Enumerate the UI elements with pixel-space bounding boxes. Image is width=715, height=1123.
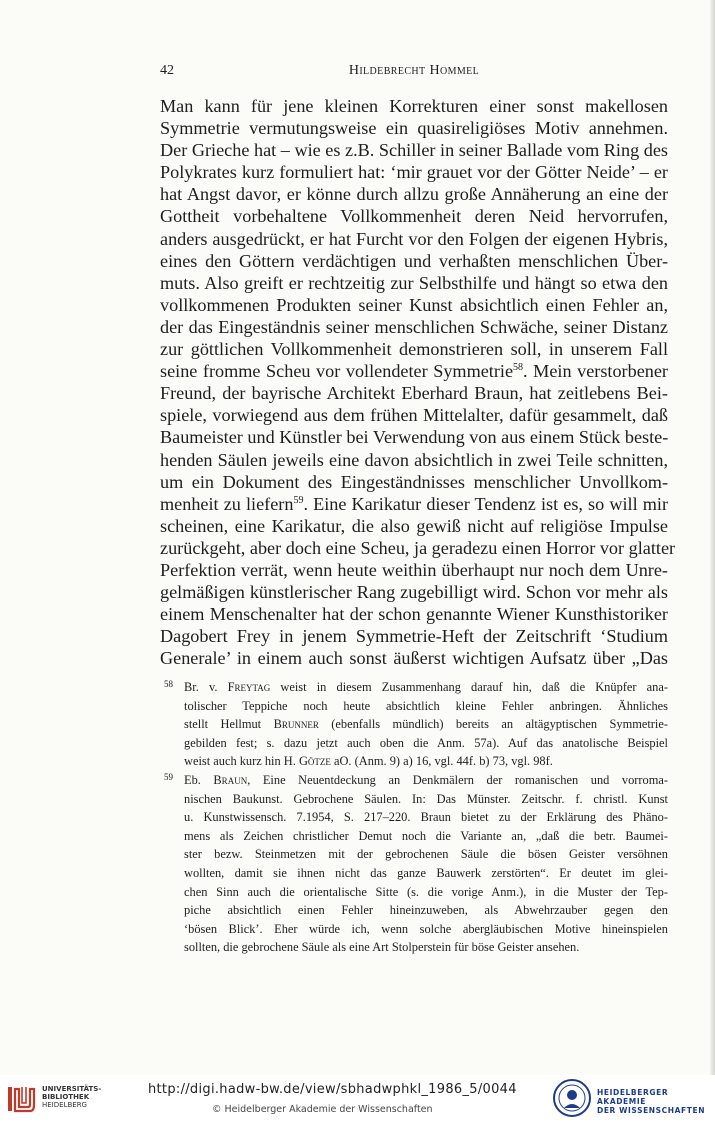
author-name: Braun bbox=[213, 772, 248, 787]
running-head: Hildebrecht Hommel bbox=[348, 63, 480, 78]
academy-name-line: DER WISSENSCHAFTEN bbox=[597, 1106, 706, 1115]
text-line: zur göttlichen Vollkommenheit demonstrieren soll, in unserem Fall bbox=[160, 339, 668, 360]
library-name-line: BIBLIOTHEK bbox=[42, 1093, 90, 1101]
text-line: einem Menschenalter hat der schon genannte Wiener Kunsthistoriker bbox=[160, 604, 668, 625]
footnote-line bbox=[160, 771, 668, 790]
footnote-58 bbox=[160, 678, 668, 771]
footnote-line bbox=[160, 678, 668, 697]
footnote-line: wollten, damit sie ihnen nicht das ganze Bauwerk zerstörten“. Er deutet im glei- bbox=[184, 865, 668, 880]
author-name: Brunner bbox=[273, 717, 319, 732]
library-name-line: HEIDELBERG bbox=[42, 1101, 87, 1109]
university-library-logo-icon[interactable] bbox=[6, 1083, 38, 1115]
text-line: Generale’ in einem auch sonst äußerst wichtigen Aufsatz über „Das bbox=[160, 648, 668, 669]
author-name: Götze bbox=[298, 754, 331, 769]
academy-name bbox=[597, 1088, 715, 1115]
viewer-footer bbox=[0, 1075, 715, 1123]
text-line: Symmetrie vermutungsweise ein quasireligiöses Motiv annehmen. bbox=[160, 118, 668, 139]
footnote-line: gebilden fest; s. dazu jetzt auch oben die Anm. 57a). Auf das anatolische Beispiel bbox=[184, 735, 668, 750]
footnote-line: sollten, die gebrochene Säule als eine Art Stolperstein für böse Geister ansehen. bbox=[184, 940, 580, 955]
text-line: spiele, vorwiegend aus dem frühen Mittelalter, dafür gesammelt, daß bbox=[160, 405, 668, 426]
text-segment: . Mein verstorbener bbox=[523, 361, 668, 382]
footnotes bbox=[160, 678, 668, 957]
text-line: Baumeister und Künstler bei Verwendung von aus einem Stück beste- bbox=[160, 427, 669, 448]
footnote-line: mens als Zeichen christlicher Demut noch die Variante an, „daß die betr. Baumei- bbox=[184, 828, 668, 843]
page-edge bbox=[710, 0, 715, 1075]
text-line-with-footnote-59 bbox=[160, 493, 668, 515]
copyright-notice: © Heidelberger Akademie der Wissenschaften bbox=[212, 1104, 433, 1115]
footnote-line: ‘bösen Blick’. Eher würde ich, wenn solche abergläubischen Motive hineinspielen bbox=[184, 921, 668, 936]
footnote-line bbox=[160, 752, 668, 771]
text-line: Man kann für jene kleinen Korrekturen einer sonst makellosen bbox=[160, 96, 668, 116]
footnote-line: nischen Baukunst. Gebrochene Säulen. In: Das Münster. Zeitschr. f. christl. Kunst bbox=[184, 791, 668, 806]
academy-seal-icon[interactable] bbox=[552, 1078, 592, 1118]
text-line: eines den Göttern verdächtigen und verhaßten menschlichen Über- bbox=[160, 250, 668, 271]
text-segment: Eb. bbox=[184, 772, 214, 787]
text-line: hat Angst davor, er könne durch allzu große Annäherung an eine der bbox=[160, 184, 668, 205]
text-line: um ein Dokument des Eingeständnisses menschlicher Unvollkom- bbox=[160, 471, 668, 492]
footnote-number: 58 bbox=[164, 679, 173, 689]
footnote-line: tolischer Teppiche noch heute absichtlich kleine Fehler anbringen. Ähnliches bbox=[184, 698, 668, 713]
text-segment: Br. v. bbox=[184, 680, 228, 694]
text-line: Perfektion verrät, wenn heute weithin überhaupt nur noch dem Unre- bbox=[160, 559, 668, 580]
text-line: Freund, der bayrische Architekt Eberhard Braun, hat zeitlebens Bei- bbox=[160, 383, 668, 404]
text-segment: weist in diesem Zusammenhang darauf hin, daß die Knüpfer ana- bbox=[270, 680, 668, 694]
footnote-ref-59[interactable]: 59 bbox=[293, 494, 304, 506]
main-text bbox=[160, 95, 676, 669]
footnote-line bbox=[160, 715, 668, 734]
permalink-url[interactable]: http://digi.hadw-bw.de/view/sbhadwphkl_1986_5/0044 bbox=[148, 1082, 517, 1097]
footnote-line: ster bezw. Steinmetzen mit der gebrochenen Säule die bösen Geister versöhnen bbox=[184, 847, 668, 862]
page-header bbox=[160, 63, 668, 81]
text-segment: menheit zu liefern bbox=[160, 493, 294, 514]
text-line: Dagobert Frey in jenem Symmetrie-Heft der Zeitschrift ‘Studium bbox=[160, 626, 668, 647]
text-line-with-footnote-58 bbox=[160, 360, 668, 382]
text-line: Gottheit vorbehaltene Vollkommenheit deren Neid hervorrufen, bbox=[160, 206, 668, 227]
footnote-line: piche absichtlich einen Fehler hineinzuweben, als Abwehrzauber gegen den bbox=[184, 903, 668, 918]
text-line: gelmäßigen künstlerischer Rang zugebilligt wird. Schon vor mehr als bbox=[160, 582, 668, 603]
text-line: zurückgeht, aber doch eine Scheu, ja geradezu einen Horror vor glatter bbox=[160, 537, 676, 558]
text-segment: stellt Hellmut bbox=[184, 717, 274, 732]
footnote-59 bbox=[160, 771, 668, 957]
text-line: Polykrates kurz formuliert hat: ‘mir grauet vor der Götter Neide’ – er bbox=[160, 162, 668, 183]
text-segment: , Eine Neuentdeckung an Denkmälern der romanischen und vorroma- bbox=[247, 772, 668, 787]
footnote-line: u. Kunstwissensch. 7.1954, S. 217–220. Braun bietet zu der Erklärung des Phäno- bbox=[184, 810, 668, 825]
page-number: 42 bbox=[160, 63, 174, 78]
text-line: muts. Also greift er rechtzeitig zur Selbsthilfe und hängt so etwa den bbox=[160, 272, 668, 293]
author-name: Freytag bbox=[227, 680, 271, 694]
text-segment: seine fromme Scheu vor vollendeter Symmetrie bbox=[160, 361, 514, 382]
text-line: scheinen, eine Karikatur, die also gewiß nicht auf religiöse Impulse bbox=[160, 515, 668, 536]
footnote-number: 59 bbox=[164, 771, 173, 782]
footnote-line: chen Sinn auch die orientalische Sitte (s. die vorige Anm.), in die Muster der Tep- bbox=[184, 884, 668, 899]
text-segment: (ebenfalls mündlich) bereits an altägyptischen Symmetrie- bbox=[318, 717, 668, 732]
academy-name-line: HEIDELBERGER AKADEMIE bbox=[597, 1088, 669, 1106]
text-segment: aO. (Anm. 9) a) 16, vgl. 44f. b) 73, vgl. 98f. bbox=[330, 754, 553, 769]
text-line: der das Eingeständnis seiner menschlichen Schwäche, seiner Distanz bbox=[160, 316, 668, 337]
library-name-line: UNIVERSITÄTS- bbox=[42, 1085, 102, 1093]
text-segment: . Eine Karikatur dieser Tendenz ist es, so will mir bbox=[303, 493, 668, 514]
footnote-ref-58[interactable]: 58 bbox=[513, 362, 524, 374]
text-line: henden Säulen jeweils eine davon absichtlich in zwei Teile schnitten, bbox=[160, 449, 668, 470]
text-line: Der Grieche hat – wie es z.B. Schiller in seiner Ballade vom Ring des bbox=[160, 140, 668, 161]
text-line: vollkommenen Produkten seiner Kunst absichtlich einen Fehler an, bbox=[160, 294, 668, 315]
text-line: anders ausgedrückt, er hat Furcht vor den Folgen der eigenen Hybris, bbox=[160, 228, 668, 249]
text-segment: weist auch kurz hin H. bbox=[184, 754, 299, 769]
university-library-name bbox=[42, 1085, 101, 1109]
